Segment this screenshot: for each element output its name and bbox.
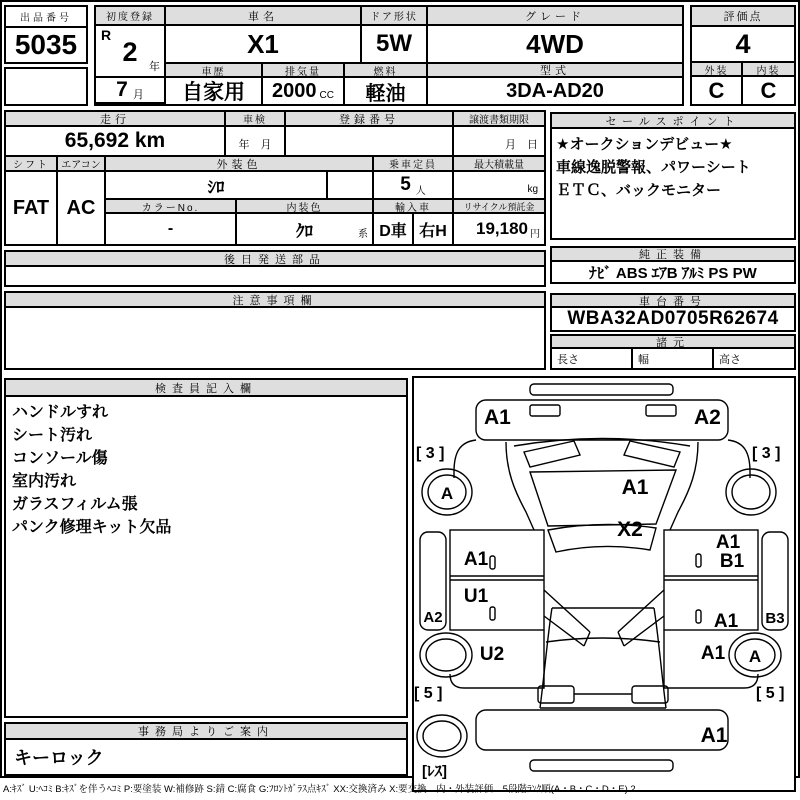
lot-number-box [4, 5, 88, 64]
office-label: 事務局よりご案内 [6, 724, 406, 740]
recycle-label: リサイクル預託金 [454, 200, 544, 214]
dimensions-label: 諸元 [552, 336, 794, 349]
front-top-strip [530, 384, 673, 395]
history-label: 車歴 [166, 64, 263, 78]
capacity-label: 乗車定員 [374, 157, 454, 172]
max-load-value: kg [454, 172, 544, 200]
mark-rear-bumper: A1 [700, 724, 728, 747]
import-d-value: D車 [374, 214, 414, 244]
sales-point-line: 車線逸脱警報、パワーシート [556, 159, 751, 176]
recycle-value: 19,180 円 [476, 219, 540, 240]
inspector-line: コンソール傷 [12, 450, 108, 467]
ext-color-value: ｼﾛ [106, 172, 328, 200]
mark-sill-left: A2 [423, 609, 443, 626]
car-name-value: X1 [166, 26, 362, 64]
headlight-left [524, 441, 580, 467]
trunk-arc [546, 638, 660, 642]
notes-box [4, 291, 546, 370]
lot-empty-box [4, 67, 88, 106]
equipment-label: 純正装備 [552, 248, 794, 262]
front-bumper-grille-left [530, 405, 560, 416]
color-no-label: カラーNo. [106, 200, 237, 214]
inspector-line: パンク修理キット欠品 [12, 519, 172, 536]
history-value: 自家用 [166, 78, 263, 104]
door-handle-left-front [490, 556, 495, 569]
pillar-band-right [618, 590, 664, 646]
mark-rear-left: [ 5 ] [414, 685, 443, 702]
int-color-label: 内装色 [237, 200, 374, 214]
first-reg-value [96, 26, 166, 78]
sales-point-line: ★オークションデビュー★ [556, 136, 733, 153]
notes-content [6, 308, 544, 368]
score-box [690, 5, 796, 106]
grade-label: グレード [428, 7, 682, 26]
ext-color-extra-cell [328, 172, 374, 200]
dimensions-box [550, 334, 796, 370]
aircon-value: AC [58, 172, 106, 244]
mark-quarter-right: A1 [700, 643, 726, 664]
shift-value: FAT [6, 172, 58, 244]
later-parts-label: 後日発送部品 [6, 252, 544, 267]
inspector-line: 室内汚れ [12, 473, 77, 490]
mark-spare: [ﾚｽ] [422, 763, 447, 780]
mark-door-front-right-a: A1 [715, 532, 741, 553]
import-rh-value: 右H [414, 214, 454, 244]
mark-door-rear-left: U1 [463, 586, 489, 607]
rear-bumper [476, 710, 728, 750]
mark-door-rear-right: A1 [713, 611, 739, 632]
hood-outline [530, 470, 676, 526]
door-handle-left-rear [490, 607, 495, 620]
ext-color-label: 外装色 [106, 157, 374, 172]
transfer-value: 月 日 [454, 127, 544, 157]
mileage-value: 65,692 km [6, 127, 226, 157]
score-value: 4 [692, 27, 794, 63]
capacity-value: 5 人 [374, 172, 454, 200]
mark-fender-right: [ 3 ] [752, 445, 781, 462]
rear-bottom-strip [530, 760, 673, 771]
legend: A:ｷｽﾞ U:ﾍｺﾐ B:ｷｽﾞを伴うﾍｺﾐ P:要塗装 W:補修跡 S:錆 C:腐食 G:ﾌﾛﾝﾄｶﾞﾗｽ点ｷｽﾞ XX:交換済み X:要交換 内・外装評価 5段階ﾗﾝｸ順(A・B・C・D・E) 2 [3, 784, 636, 795]
body-side-left [506, 442, 534, 530]
door-shape-value: 5W [362, 26, 428, 64]
interior-grade: C [760, 77, 777, 103]
displacement-value: 2000 CC [263, 78, 345, 104]
notes-label: 注意事項欄 [6, 293, 544, 308]
first-reg-label: 初度登録 [96, 7, 166, 26]
spare-tire-inner [423, 721, 461, 751]
reg-no-label: 登録番号 [286, 112, 454, 127]
body-side-right [670, 442, 698, 530]
office-content: キーロック [14, 748, 104, 768]
width-label: 幅 [633, 349, 714, 368]
height-label: 高さ [719, 353, 741, 366]
first-reg-month: 7 月 [96, 78, 166, 104]
equipment-content: ﾅﾋﾞ ABS ｴｱB ｱﾙﾐ PS PW [589, 264, 757, 282]
mark-sill-right: B3 [765, 610, 785, 627]
wheel-rear-left-inner [426, 639, 466, 671]
mark-door-front-right-b: B1 [719, 551, 745, 572]
mark-rear-right: [ 5 ] [756, 685, 785, 702]
int-color-value: ｸﾛ 系 [237, 214, 374, 244]
office-box [4, 722, 408, 776]
exterior-label: 外装 [692, 63, 743, 77]
model-code-value: 3DA-AD20 [506, 79, 604, 102]
wheel-front-right [726, 469, 776, 515]
mark-windshield: X2 [617, 518, 643, 541]
score-label: 評価点 [692, 7, 794, 27]
reg-no-value [286, 127, 454, 157]
car-diagram [414, 378, 794, 790]
sales-point-content [556, 133, 792, 202]
model-code-label: 型式 [428, 64, 682, 78]
first-reg-year-unit: 年 [149, 61, 160, 73]
vehicle-header-table [94, 5, 684, 106]
first-reg-era: R [101, 27, 112, 43]
front-bumper-grille-right [646, 405, 676, 416]
mark-fender-left: [ 3 ] [416, 445, 445, 462]
inspector-line: ハンドルすれ [12, 404, 109, 421]
door-handle-right-rear [696, 610, 701, 623]
grade-value: 4WD [428, 26, 682, 64]
mark-hood: A1 [621, 476, 649, 499]
first-reg-year: 2 [122, 36, 138, 67]
aircon-label: エアコン [58, 157, 106, 172]
wheel-front-right-inner [732, 475, 770, 509]
shift-label: シフト [6, 157, 58, 172]
front-fender-left [454, 440, 476, 478]
later-parts-content [6, 267, 544, 285]
door-shape-label: ドア形状 [362, 7, 428, 26]
sales-point-line: ＥＴＣ、バックモニター [556, 182, 722, 199]
length-label: 長さ [552, 349, 633, 368]
import-label: 輸入車 [374, 200, 454, 214]
inspector-label: 検査員記入欄 [6, 380, 406, 397]
headlight-right [624, 441, 680, 467]
mark-front-bumper-left: A1 [484, 406, 511, 429]
trunk-outline [540, 608, 666, 708]
chassis-number: WBA32AD0705R62674 [567, 308, 779, 329]
sales-point-label: セールスポイント [552, 114, 794, 129]
car-name-label: 車名 [166, 7, 362, 26]
inspector-content [12, 401, 402, 539]
chassis-label: 車台番号 [552, 295, 794, 308]
front-bumper [476, 400, 728, 440]
specs-table [4, 110, 546, 246]
lot-number-value: 5035 [14, 29, 78, 60]
inspector-line: ガラスフィルム張 [12, 496, 138, 513]
mark-quarter-left: U2 [479, 644, 505, 665]
transfer-label: 譲渡書類期限 [454, 112, 544, 127]
chassis-box [550, 293, 796, 332]
car-diagram-box [412, 376, 796, 792]
mark-wheel-front-left: A [440, 484, 454, 503]
sales-point-box [550, 112, 796, 240]
mark-front-bumper-right: A2 [694, 406, 721, 429]
later-parts-box [4, 250, 546, 287]
fuel-value: 軽油 [345, 78, 428, 104]
max-load-label: 最大積載量 [454, 157, 544, 172]
displacement-label: 排気量 [263, 64, 345, 78]
mark-wheel-rear-right: A [748, 647, 762, 666]
inspection-label: 車検 [226, 112, 286, 127]
inspector-line: シート汚れ [12, 427, 93, 444]
int-color-suffix: 系 [358, 229, 368, 240]
exterior-grade: C [692, 77, 743, 104]
mark-door-front-left: A1 [463, 549, 489, 570]
fuel-label: 燃料 [345, 64, 428, 78]
equipment-box [550, 246, 796, 284]
tail-light-right [632, 686, 668, 703]
mileage-label: 走行 [6, 112, 226, 127]
door-handle-right-front [696, 554, 701, 567]
color-no-value: - [106, 214, 237, 244]
inspector-box [4, 378, 408, 718]
inspection-value: 年 月 [226, 127, 286, 157]
interior-label: 内装 [743, 63, 794, 77]
lot-number-label: 出品番号 [6, 7, 86, 28]
